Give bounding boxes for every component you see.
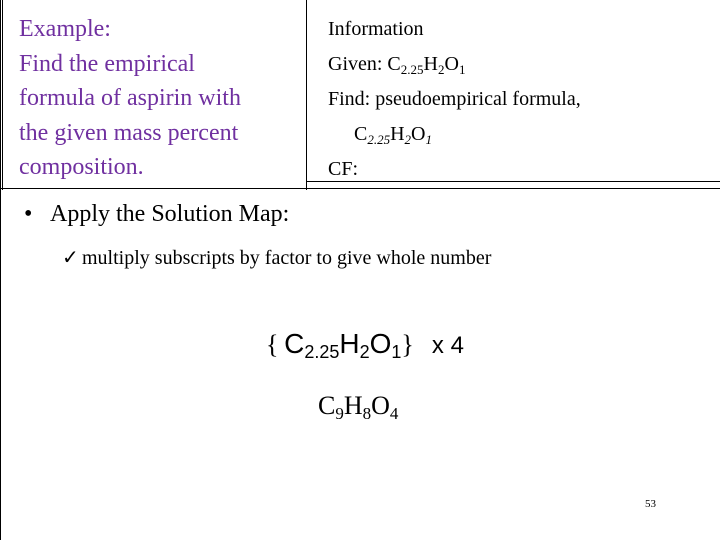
solution-map-bullet	[24, 201, 289, 228]
given-o: O	[444, 53, 459, 75]
res-o: O	[371, 391, 390, 420]
example-line: formula of aspirin with	[19, 85, 241, 111]
cf-label: CF:	[328, 158, 359, 180]
given-h-subscript: 2	[437, 62, 445, 77]
example-box	[19, 12, 299, 185]
given-label: Given: C	[328, 53, 401, 75]
solution-step-text: multiply subscripts by factor to give whole number	[82, 247, 492, 269]
example-line: the given mass percent	[19, 119, 239, 146]
find-o-subscript: 1	[425, 132, 432, 147]
find-formula	[328, 117, 581, 152]
information-box	[328, 12, 581, 187]
res-h-subscript: 8	[362, 404, 372, 423]
solution-step	[62, 245, 491, 270]
eq-h: H	[339, 328, 360, 359]
eq-o: O	[369, 328, 392, 359]
left-border	[0, 0, 1, 540]
given-h: H	[423, 53, 438, 75]
eq-c-subscript: 2.25	[304, 342, 340, 362]
find-o: O	[411, 123, 426, 145]
checkmark-icon: ✓	[62, 247, 79, 269]
find-label: Find: pseudoempirical formula,	[328, 88, 581, 110]
res-c: C	[318, 391, 336, 420]
res-c-subscript: 9	[335, 404, 344, 423]
multiplication-equation	[266, 328, 464, 361]
find-c: C	[354, 123, 368, 145]
find-h: H	[390, 123, 405, 145]
example-line: Example:	[19, 16, 111, 42]
header-bottom-divider	[0, 188, 720, 189]
eq-h-subscript: 2	[359, 342, 370, 362]
bullet-icon: •	[24, 201, 33, 227]
info-heading: Information	[328, 18, 424, 40]
multiplier: x 4	[431, 332, 464, 359]
eq-c: C	[284, 328, 305, 359]
find-h-subscript: 2	[404, 132, 412, 147]
open-brace: {	[266, 330, 279, 359]
given-c-subscript: 2.25	[400, 62, 424, 77]
given-line	[328, 47, 581, 82]
eq-o-subscript: 1	[391, 342, 402, 362]
page-number: 53	[645, 498, 656, 510]
close-brace: }	[401, 330, 414, 359]
res-h: H	[343, 391, 363, 420]
equation-formula	[284, 328, 402, 362]
given-o-subscript: 1	[458, 62, 466, 77]
example-line: composition.	[19, 154, 144, 180]
header-vertical-divider	[306, 0, 307, 190]
res-o-subscript: 4	[389, 404, 399, 423]
result-formula	[318, 391, 398, 421]
example-line: Find the empirical	[19, 50, 195, 77]
find-c-subscript: 2.25	[367, 132, 391, 147]
solution-map-text: Apply the Solution Map:	[50, 201, 290, 227]
left-border-inner	[2, 0, 3, 190]
